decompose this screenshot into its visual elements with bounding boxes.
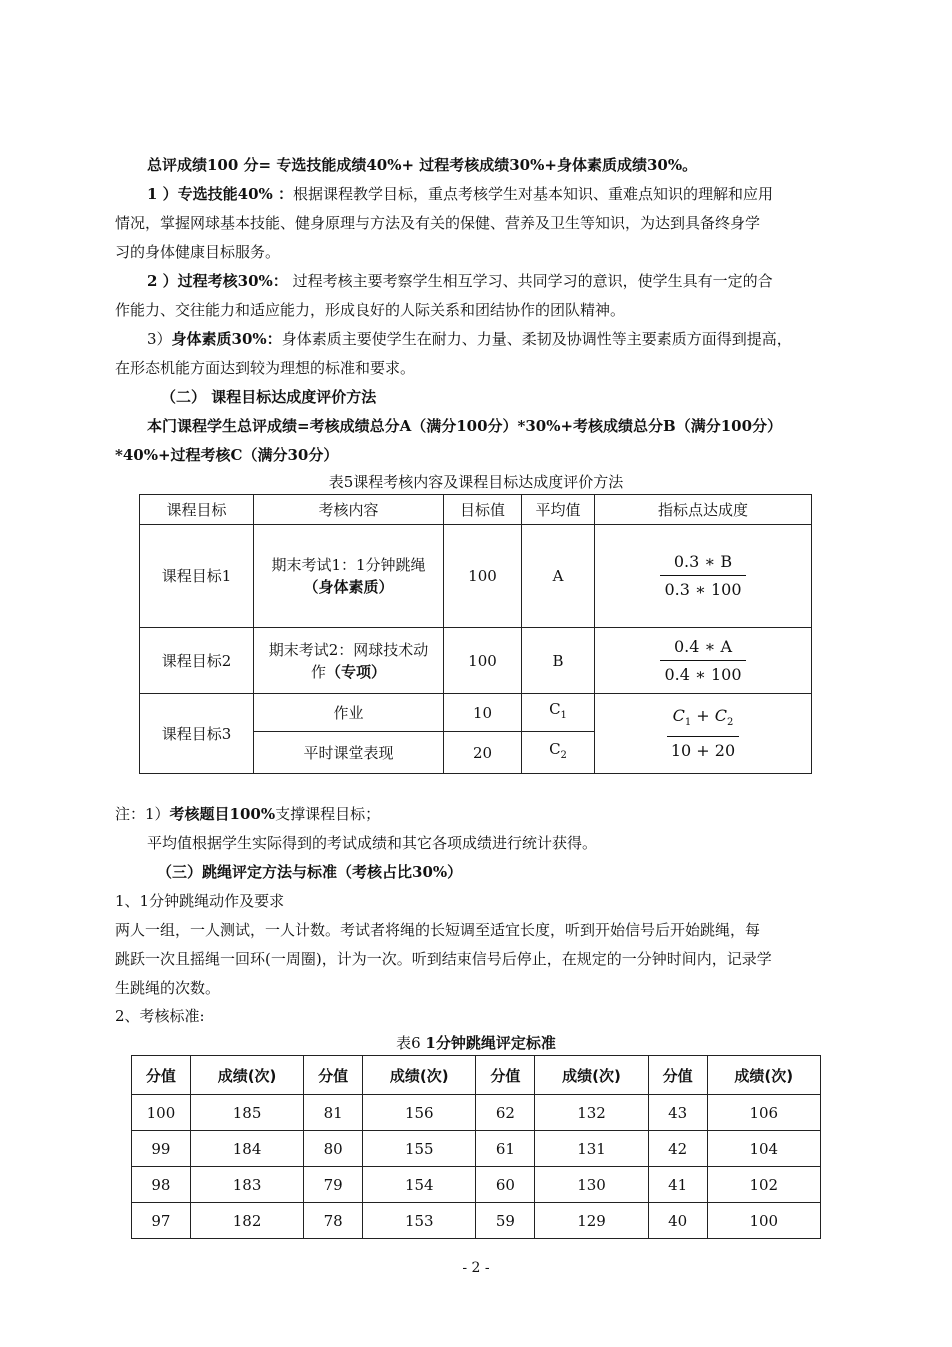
table-row [140, 694, 812, 732]
paragraph-process [147, 271, 840, 291]
table-header-row [132, 1056, 821, 1095]
table-cell: 98 [132, 1167, 191, 1203]
table-cell: 185 [190, 1095, 303, 1131]
paragraph-skill [147, 184, 840, 204]
table-cell-line: 期末考试1：1分钟跳绳 [271, 556, 426, 574]
table-cell: 102 [707, 1167, 820, 1203]
paragraph-fitness-lead: 身体素质30%： [171, 330, 282, 348]
subscript: 2 [727, 717, 734, 729]
table-cell [595, 525, 812, 628]
table-cell: 130 [535, 1167, 648, 1203]
note-prefix: 注：1） [115, 805, 170, 823]
table-cell: 104 [707, 1131, 820, 1167]
table-cell: 99 [132, 1131, 191, 1167]
table-row [132, 1095, 821, 1131]
table-cell: 156 [363, 1095, 476, 1131]
table-cell: 60 [476, 1167, 535, 1203]
table-header-cell: 成绩(次) [535, 1056, 648, 1095]
note-line2: 平均值根据学生实际得到的考试成绩和其它各项成绩进行统计获得。 [147, 834, 598, 852]
table-cell: 182 [190, 1203, 303, 1239]
fraction-denominator: 0.4 ∗ 100 [664, 664, 742, 684]
table-row [140, 628, 812, 694]
note-line1 [115, 804, 840, 824]
fraction-numerator [667, 705, 739, 737]
table-cell-line [254, 661, 443, 683]
paragraph-fitness-line2: 在形态机能方面达到较为理想的标准和要求。 [115, 359, 416, 377]
fraction [667, 705, 739, 762]
fraction-denominator: 0.3 ∗ 100 [664, 580, 742, 599]
item-2-heading: 2、考核标准: [115, 1007, 205, 1025]
table6-caption [0, 1033, 952, 1053]
table-cell [595, 628, 812, 694]
fraction [660, 551, 745, 601]
rope-desc-line1: 两人一组，一人测试，一人计数。考试者将绳的长短调至适宜长度，听到开始信号后开始跳绳，每 [115, 921, 761, 939]
table-cell: 课程目标3 [140, 694, 254, 774]
grade-formula-line2: *40%+过程考核C（满分30分） [115, 446, 339, 464]
table-cell: 155 [363, 1131, 476, 1167]
paragraph-process-text: 过程考核主要考察学生相互学习、共同学习的意识，使学生具有一定的合 [287, 272, 773, 290]
table-header-cell: 课程目标 [140, 495, 254, 525]
table-header-cell: 成绩(次) [190, 1056, 303, 1095]
table-cell: 131 [535, 1131, 648, 1167]
assessment-table [139, 494, 812, 774]
fraction-numerator: 0.3 ∗ B [660, 551, 745, 576]
page-number: - 2 - [462, 1260, 490, 1276]
var-c: C [714, 705, 728, 725]
table6-caption-title: 1分钟跳绳评定标准 [425, 1034, 556, 1052]
plus-sign: + [691, 705, 715, 725]
table-header-cell: 指标点达成度 [595, 495, 812, 525]
paragraph-fitness-number: 3） [147, 330, 172, 348]
table-cell: 作业 [254, 694, 444, 732]
table-cell: 62 [476, 1095, 535, 1131]
table-cell: 59 [476, 1203, 535, 1239]
table-cell: 10 [444, 694, 522, 732]
paragraph-skill-text: 根据课程教学目标，重点考核学生对基本知识、重难点知识的理解和应用 [293, 185, 774, 203]
paragraph-skill-lead: 1 ）专选技能40% ： [147, 185, 294, 203]
table-cell: A [522, 525, 595, 628]
table6-caption-number: 表6 [396, 1034, 426, 1052]
table-cell: 153 [363, 1203, 476, 1239]
paragraph-skill-line3: 习的身体健康目标服务。 [115, 243, 281, 261]
table-cell: 42 [648, 1131, 707, 1167]
table-header-cell: 考核内容 [254, 495, 444, 525]
table-cell: 78 [304, 1203, 363, 1239]
table-cell: 97 [132, 1203, 191, 1239]
table-cell: 20 [444, 732, 522, 774]
table-cell: 课程目标1 [140, 525, 254, 628]
fraction-denominator: 10 + 20 [670, 741, 736, 761]
table-row [132, 1203, 821, 1239]
table-cell: 80 [304, 1131, 363, 1167]
table-cell-text: 作 [310, 662, 326, 681]
table-row [140, 525, 812, 628]
table-header-row [140, 495, 812, 525]
table-cell: 100 [444, 628, 522, 694]
paragraph-fitness [147, 329, 840, 349]
table-cell [254, 628, 444, 694]
table-cell: 154 [363, 1167, 476, 1203]
paragraph-fitness-text: 身体素质主要使学生在耐力、力量、柔韧及协调性等主要素质方面得到提高， [281, 330, 792, 348]
table-cell-text: C [549, 700, 561, 718]
table-header-cell: 平均值 [522, 495, 595, 525]
table-header-cell: 分值 [132, 1056, 191, 1095]
section-heading-2: （二） 课程目标达成度评价方法 [161, 388, 377, 406]
total-score-formula: 总评成绩100 分= 专选技能成绩40%+ 过程考核成绩30%+身体素质成绩30%。 [147, 156, 698, 174]
paragraph-process-line2: 作能力、交往能力和适应能力，形成良好的人际关系和团结协作的团队精神。 [115, 301, 626, 319]
section-heading-3: （三）跳绳评定方法与标准（考核占比30%） [157, 863, 463, 881]
table-cell: 41 [648, 1167, 707, 1203]
table-cell: 40 [648, 1203, 707, 1239]
item-1-heading: 1、1分钟跳绳动作及要求 [115, 892, 285, 910]
table-cell [254, 525, 444, 628]
fraction [660, 636, 745, 686]
subscript: 1 [684, 717, 692, 729]
table-cell: B [522, 628, 595, 694]
table-cell [522, 694, 595, 732]
subscript: 1 [560, 710, 567, 721]
table-cell: 课程目标2 [140, 628, 254, 694]
table-cell: 平时课堂表现 [254, 732, 444, 774]
table-cell [522, 732, 595, 774]
table-cell: 79 [304, 1167, 363, 1203]
table5-caption: 表5课程考核内容及课程目标达成度评价方法 [328, 473, 624, 491]
table-cell: 100 [444, 525, 522, 628]
table-header-cell: 目标值 [444, 495, 522, 525]
paragraph-skill-line2: 情况，掌握网球基本技能、健身原理与方法及有关的保健、营养及卫生等知识，为达到具备终身学 [115, 214, 761, 232]
table-cell-text: C [549, 740, 561, 758]
table-cell: 100 [132, 1095, 191, 1131]
table-cell: 184 [190, 1131, 303, 1167]
table-header-cell: 分值 [648, 1056, 707, 1095]
table-cell-line: 期末考试2：网球技术动 [268, 640, 429, 659]
table-cell: 106 [707, 1095, 820, 1131]
fraction-numerator: 0.4 ∗ A [660, 636, 745, 661]
table-cell: 132 [535, 1095, 648, 1131]
table-header-cell: 分值 [304, 1056, 363, 1095]
rope-desc-line2: 跳跃一次且摇绳一回环(一周圈)，计为一次。听到结束信号后停止，在规定的一分钟时间内，记录学 [115, 950, 772, 968]
grade-formula-line1: 本门课程学生总评成绩=考核成绩总分A（满分100分）*30%+考核成绩总分B（满分100分） [147, 417, 783, 435]
subscript: 2 [560, 750, 567, 761]
table-header-cell: 成绩(次) [707, 1056, 820, 1095]
table-cell: 81 [304, 1095, 363, 1131]
table-header-cell: 分值 [476, 1056, 535, 1095]
var-c: C [672, 705, 685, 725]
note-text: 支撑课程目标； [275, 805, 381, 823]
paragraph-process-lead: 2 ）过程考核30%： [147, 272, 288, 290]
table-row [132, 1167, 821, 1203]
table-cell: 183 [190, 1167, 303, 1203]
table-cell: 129 [535, 1203, 648, 1239]
table-cell [595, 694, 812, 774]
note-emphasis: 考核题目100% [169, 805, 276, 823]
table-cell: 100 [707, 1203, 820, 1239]
table-cell: 61 [476, 1131, 535, 1167]
rope-score-table [131, 1055, 821, 1239]
table-row [132, 1131, 821, 1167]
table-cell-line: （身体素质） [303, 578, 394, 596]
table-cell-text: （专项） [326, 662, 387, 681]
table-cell: 43 [648, 1095, 707, 1131]
table-header-cell: 成绩(次) [363, 1056, 476, 1095]
rope-desc-line3: 生跳绳的次数。 [115, 979, 221, 997]
